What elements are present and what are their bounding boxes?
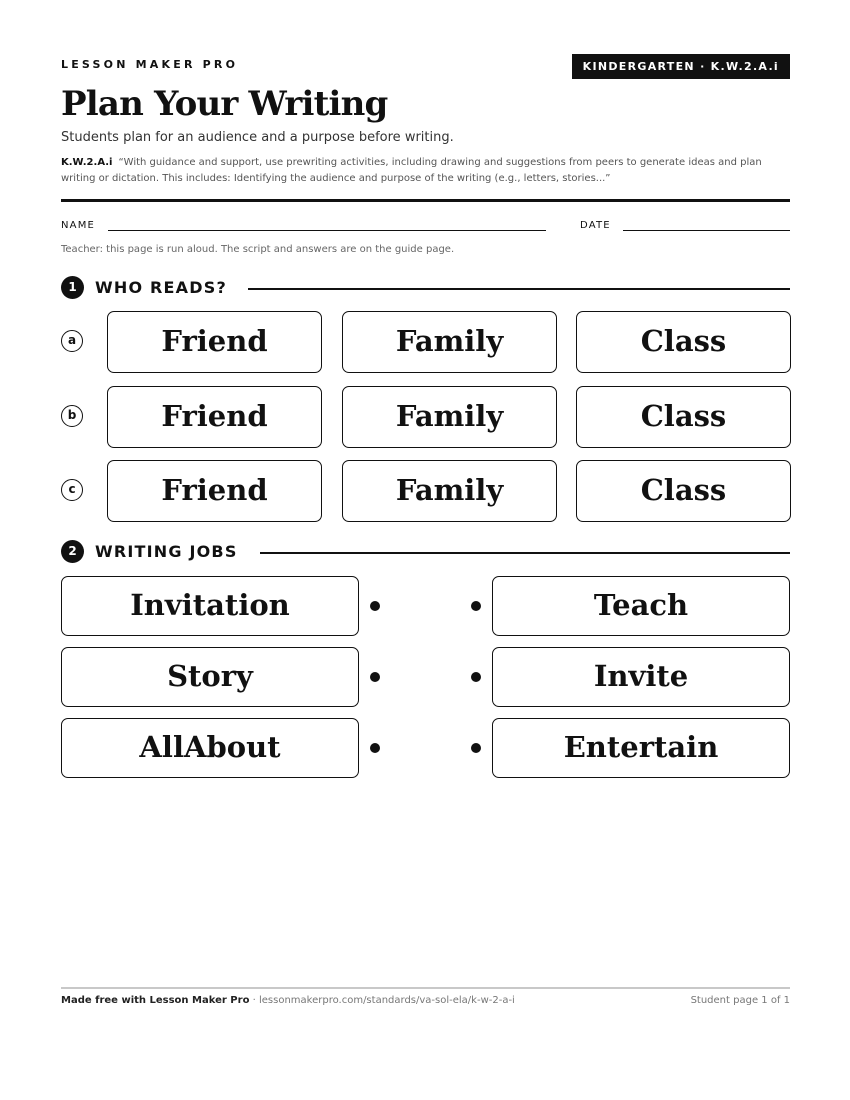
match-left-dot[interactable] <box>370 743 380 753</box>
choice-friend[interactable]: Friend <box>107 311 322 373</box>
match-left-dot[interactable] <box>370 601 380 611</box>
match-left-card[interactable]: AllAbout <box>61 718 359 778</box>
footer-made-with: Made free with Lesson Maker Pro <box>61 995 250 1006</box>
section-title: WRITING JOBS <box>95 542 238 561</box>
section-rule <box>260 552 790 554</box>
section-number-badge: 2 <box>61 540 84 563</box>
choice-class[interactable]: Class <box>576 386 791 448</box>
question-row-b <box>61 386 790 448</box>
date-label: DATE <box>580 220 611 231</box>
choice-family[interactable]: Family <box>342 311 557 373</box>
match-right-dot[interactable] <box>471 672 481 682</box>
footer-url[interactable]: · lessonmakerpro.com/standards/va-sol-ela/k-w-2-a-i <box>249 995 515 1006</box>
match-left-card[interactable]: Invitation <box>61 576 359 636</box>
match-right-card[interactable]: Teach <box>492 576 790 636</box>
choice-class[interactable]: Class <box>576 460 791 522</box>
choice-family[interactable]: Family <box>342 460 557 522</box>
brand-name: LESSON MAKER PRO <box>61 58 239 71</box>
section-who-reads-header <box>61 276 790 300</box>
match-right-card[interactable]: Invite <box>492 647 790 707</box>
choice-class[interactable]: Class <box>576 311 791 373</box>
section-number-badge: 1 <box>61 276 84 299</box>
section-title: WHO READS? <box>95 278 227 297</box>
footer-page-number: Student page 1 of 1 <box>690 995 790 1006</box>
matching-row-2 <box>61 647 790 707</box>
choice-friend[interactable]: Friend <box>107 460 322 522</box>
match-right-dot[interactable] <box>471 601 481 611</box>
question-row-c <box>61 460 790 522</box>
match-left-dot[interactable] <box>370 672 380 682</box>
choice-family[interactable]: Family <box>342 386 557 448</box>
matching-row-3 <box>61 718 790 778</box>
question-row-a <box>61 311 790 373</box>
worksheet-page <box>61 0 790 1100</box>
name-label: NAME <box>61 220 96 231</box>
grade-badge: KINDERGARTEN · K.W.2.A.i <box>572 54 790 79</box>
header-divider <box>61 199 790 202</box>
standard-description <box>61 155 790 187</box>
standard-text: “With guidance and support, use prewriting activities, including drawing and suggestions from peers to generate ideas and plan writing or dictation. This includes: Identifying the audience and purpose of the writing (e.g., letters, stories...” <box>61 157 762 184</box>
page-title: Plan Your Writing <box>61 84 388 124</box>
section-rule <box>248 288 790 290</box>
name-date-row <box>61 220 790 234</box>
match-left-card[interactable]: Story <box>61 647 359 707</box>
page-subtitle: Students plan for an audience and a purpose before writing. <box>61 130 454 145</box>
matching-row-1 <box>61 576 790 636</box>
match-right-card[interactable]: Entertain <box>492 718 790 778</box>
question-letter: a <box>61 330 83 352</box>
standard-code: K.W.2.A.i <box>61 157 113 168</box>
footer-divider <box>61 987 790 989</box>
footer <box>61 995 790 1006</box>
teacher-note: Teacher: this page is run aloud. The script and answers are on the guide page. <box>61 244 455 255</box>
match-right-dot[interactable] <box>471 743 481 753</box>
question-letter: b <box>61 405 83 427</box>
name-field[interactable] <box>108 230 546 231</box>
section-writing-jobs-header <box>61 540 790 564</box>
question-letter: c <box>61 479 83 501</box>
choice-friend[interactable]: Friend <box>107 386 322 448</box>
date-field[interactable] <box>623 230 790 231</box>
